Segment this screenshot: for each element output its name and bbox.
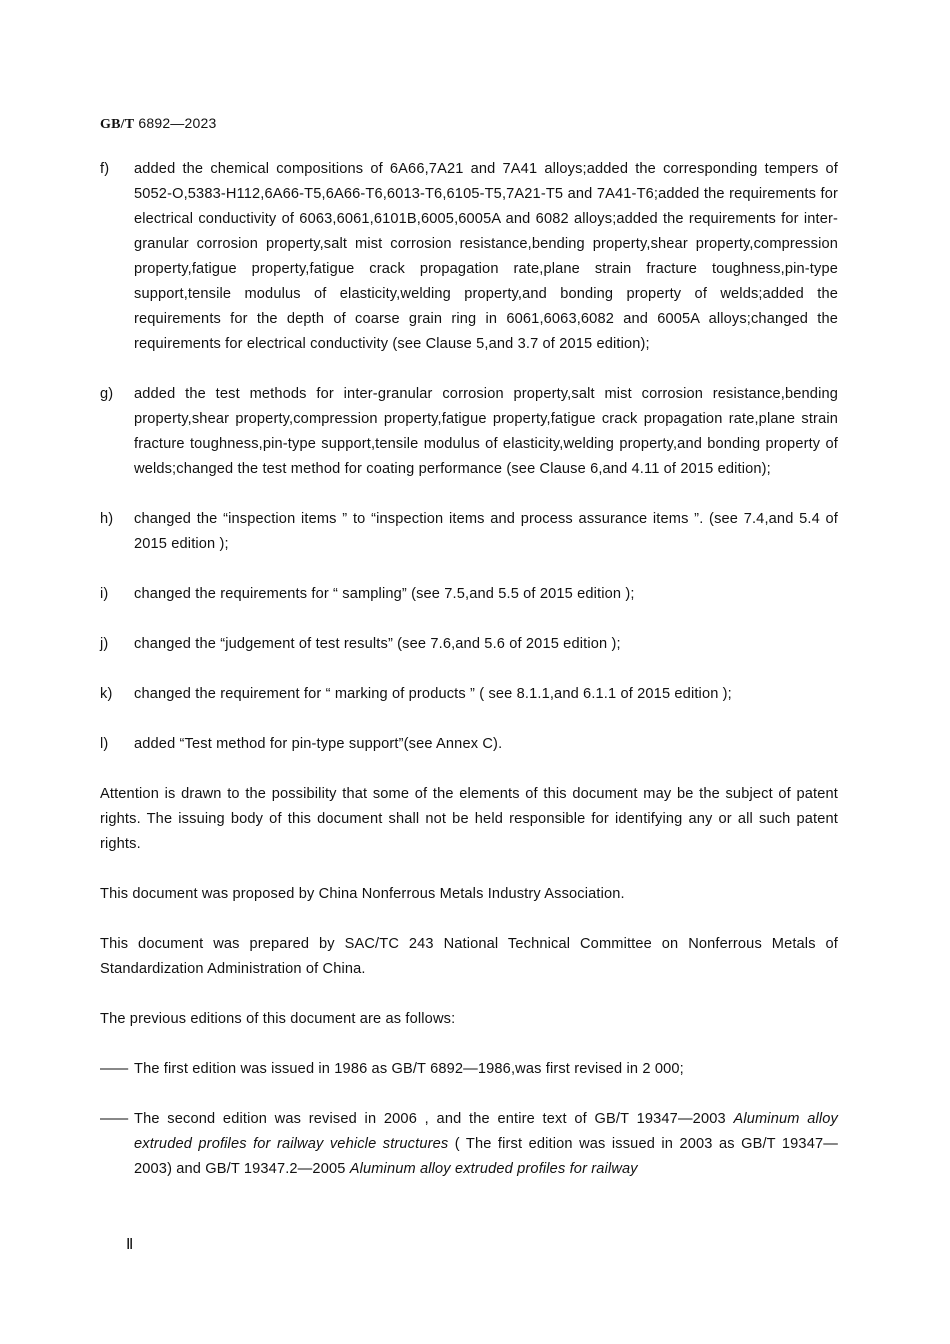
standard-code: GB/T — [100, 117, 135, 132]
em-dash-marker: —— — [100, 1111, 128, 1127]
item-text: added the chemical compositions of 6A66,7A21 and 7A41 alloys;added the corresponding tempers of 5052-O,5383-H112,6A66-T5,6A66-T6,6013-T6,6105-T5,7A21-T5 and 7A41-T6;added the requirements for electrical conductivity of 6063,6061,6101B,6005,6005A and 6082 alloys;added the requirements for inter-granular corrosion property,salt mist corrosion resistance,bending property,shear property,compression property,fatigue property,fatigue crack propagation rate,plane strain fracture toughness,pin-type support,tensile modulus of elasticity,welding property,and bonding property of welds;added the requirements for the depth of coarse grain ring in 6061,6063,6082 and 6005A alloys;changed the requirements for electrical conductivity (see Clause 5,and 3.7 of 2015 edition); — [134, 161, 838, 352]
change-item-h — [100, 507, 838, 557]
change-item-g — [100, 382, 838, 482]
change-item-j — [100, 632, 838, 657]
item-marker: i) — [100, 586, 109, 602]
prepared-by-paragraph: This document was prepared by SAC/TC 243 National Technical Committee on Nonferrous Metals of Standardization Administration of China. — [100, 936, 838, 977]
change-item-l — [100, 732, 838, 757]
item-text: changed the “inspection items ” to “inspection items and process assurance items ”. (see 7.4,and 5.4 of 2015 edition ); — [134, 511, 838, 552]
item-text: changed the “judgement of test results” (see 7.6,and 5.6 of 2015 edition ); — [134, 636, 621, 652]
previous-editions-heading: The previous editions of this document are as follows: — [100, 1011, 456, 1027]
edition-text: The second edition was revised in 2006 , and the entire text of GB/T 19347—2003 — [134, 1111, 734, 1127]
standard-number: 6892—2023 — [138, 115, 217, 131]
item-text: added “Test method for pin-type support”(see Annex C). — [134, 736, 503, 752]
em-dash-marker: —— — [100, 1061, 128, 1077]
edition-text-cont: ( The first edition was issued in 2003 as GB/T 19347—2003) and GB/T 19347.2—2005 — [134, 1136, 838, 1177]
edition-text: The first edition was issued in 1986 as GB/T 6892—1986,was first revised in 2 000; — [134, 1061, 684, 1077]
item-marker: j) — [100, 636, 109, 652]
item-marker: k) — [100, 686, 113, 702]
patent-attention-paragraph: Attention is drawn to the possibility that some of the elements of this document may be the subject of patent rights. The issuing body of this document shall not be held responsible for identifying any or all such patent rights. — [100, 786, 838, 852]
item-marker: h) — [100, 511, 114, 527]
edition-item-first — [100, 1057, 838, 1082]
page-number: Ⅱ — [126, 1237, 134, 1253]
item-marker: f) — [100, 161, 110, 177]
item-text: added the test methods for inter-granular corrosion property,salt mist corrosion resistance,bending property,shear property,compression property,fatigue property,fatigue crack propagation rate,plane strain fracture toughness,pin-type support,tensile modulus of elasticity,welding property,and bonding property of welds;changed the test method for coating performance (see Clause 6,and 4.11 of 2015 edition); — [134, 386, 838, 477]
proposed-by-paragraph: This document was proposed by China Nonferrous Metals Industry Association. — [100, 886, 625, 902]
change-item-k — [100, 682, 838, 707]
item-marker: g) — [100, 386, 114, 402]
edition-item-second — [100, 1107, 838, 1182]
standard-title: Aluminum alloy extruded profiles for railway vehicle structures — [134, 1111, 838, 1152]
change-item-i — [100, 582, 838, 607]
item-text: changed the requirements for “ sampling” (see 7.5,and 5.5 of 2015 edition ); — [134, 586, 635, 602]
standard-title: Aluminum alloy extruded profiles for railway — [349, 1161, 638, 1177]
document-body — [100, 157, 838, 1182]
item-text: changed the requirement for “ marking of products ” ( see 8.1.1,and 6.1.1 of 2015 edition ); — [134, 686, 732, 702]
item-marker: l) — [100, 736, 109, 752]
document-header — [100, 115, 216, 133]
change-item-f — [100, 157, 838, 357]
